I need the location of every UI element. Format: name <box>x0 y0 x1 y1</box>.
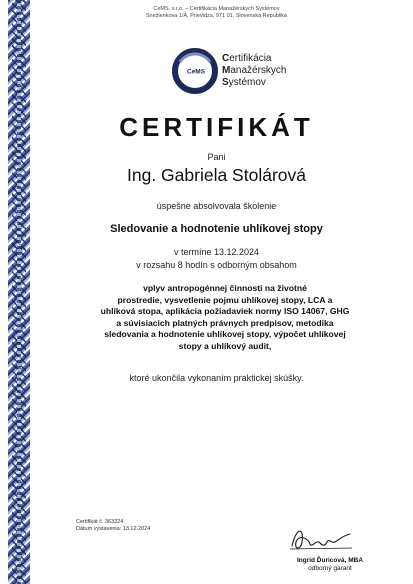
logo-word-3: Systémov <box>222 77 266 88</box>
logo-wordmark <box>222 53 286 89</box>
company-address: Snežienkova 1/A, Prievidza, 971 01, Slovenská Republika <box>145 13 288 19</box>
completion-text: úspešne absolvovala školenie <box>156 201 277 211</box>
signer-name: Ingrid Ďuricová, MBA <box>296 557 364 564</box>
signer-role: odborný garant <box>308 565 352 572</box>
content-line: stopy a uhlíkový audit, <box>178 340 272 351</box>
logo-emblem-icon <box>172 48 218 94</box>
company-header <box>0 6 413 20</box>
content-line: vplyv antropogénnej činnosti na životné <box>143 283 307 293</box>
issue-date: Dátum vystavenia: 13.12.2024 <box>76 526 151 532</box>
course-date: v termíne 13.12.2024 <box>173 247 260 257</box>
salutation: Pani <box>207 152 226 162</box>
signer-block <box>280 557 380 573</box>
certificate-meta <box>76 519 150 533</box>
content-line: sledovania a hodnotenie uhlíkovej stopy, výpočet uhlíkovej <box>104 329 346 340</box>
signature-icon <box>286 520 356 556</box>
logo-emblem-text: CeMS <box>186 68 206 76</box>
course-content <box>75 283 375 353</box>
course-hours: v rozsahu 8 hodín s odborným obsahom <box>136 260 297 270</box>
company-logo <box>172 48 342 98</box>
content-line: prostredie, vysvetlenie pojmu uhlíkovej stopy, LCA a <box>117 294 333 305</box>
logo-word-2: Manažérskych <box>222 65 287 76</box>
company-name: CeMS, s.r.o. – Certifikácia Manažérskych Systémov <box>153 6 280 12</box>
certificate-number: Certifikát č. 363224 <box>76 519 124 525</box>
content-line: a súvisiacich platných právnych predpisov, metodika <box>116 317 334 328</box>
course-title: Sledovanie a hodnotenie uhlíkovej stopy <box>110 223 323 235</box>
decorative-ribbon <box>8 0 30 584</box>
logo-word-1: Certifikácia <box>222 53 272 64</box>
ending-text: ktoré ukončila vykonaním praktickej skúšky. <box>129 373 304 383</box>
recipient-name: Ing. Gabriela Stolárová <box>127 165 306 185</box>
certificate-title: CERTIFIKÁT <box>119 112 314 142</box>
content-line: uhlíková stopa, aplikácia požiadaviek normy ISO 14067, GHG <box>100 306 350 317</box>
